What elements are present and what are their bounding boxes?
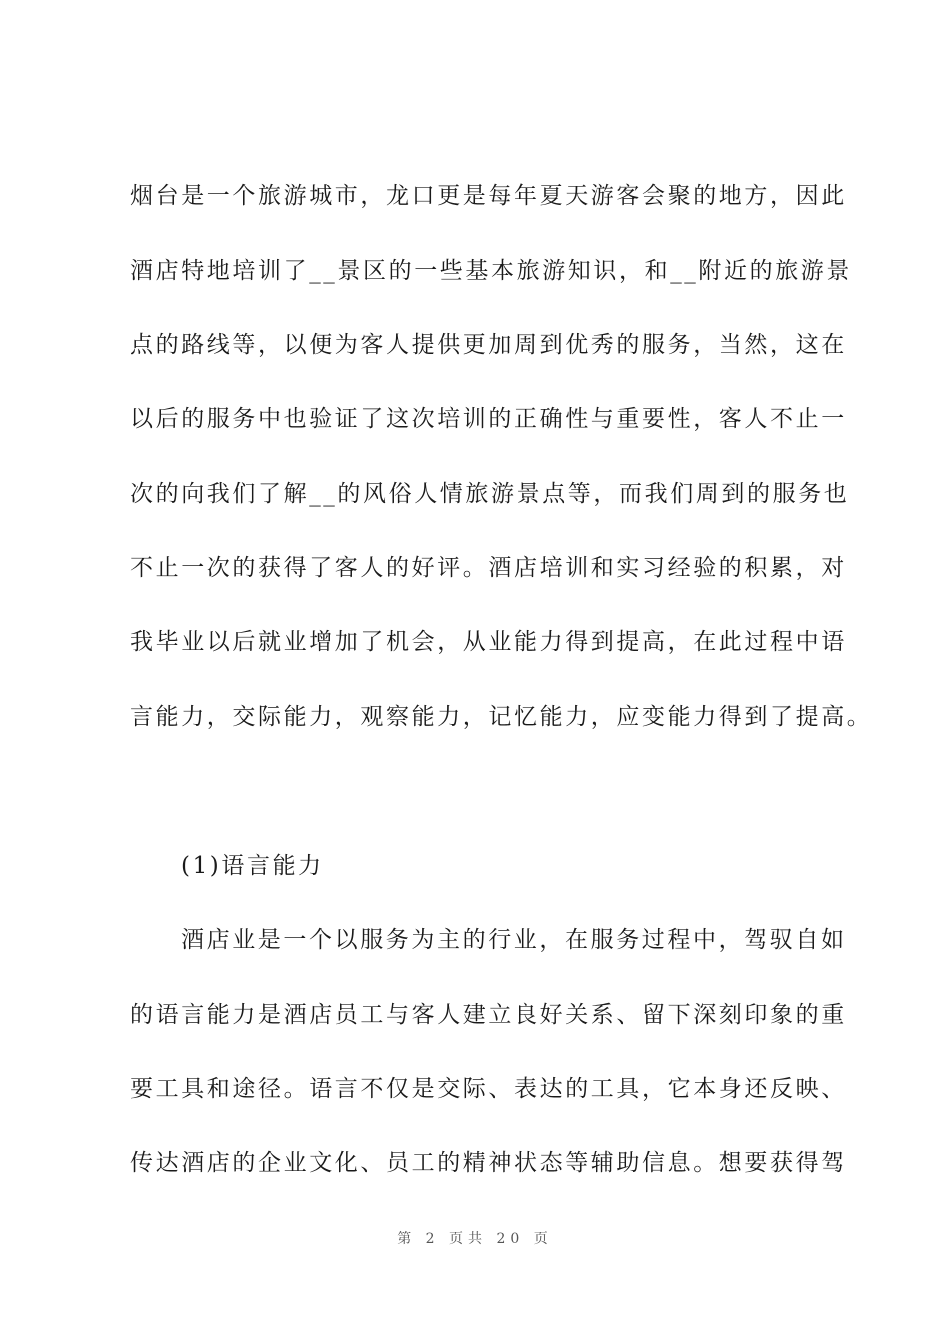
paragraph-1-line-7: 我毕业以后就业增加了机会，从业能力得到提高，在此过程中语 — [130, 629, 847, 655]
paragraph-2-line-4: 传达酒店的企业文化、员工的精神状态等辅助信息。想要获得驾 — [130, 1150, 847, 1176]
paragraph-1-line-4: 以后的服务中也验证了这次培训的正确性与重要性，客人不止一 — [130, 406, 847, 432]
paragraph-1-line-1: 烟台是一个旅游城市，龙口更是每年夏天游客会聚的地方，因此 — [130, 183, 847, 209]
section-heading: (1)语言能力 — [181, 853, 324, 879]
page-number-footer: 第 2 页共 20 页 — [397, 1231, 553, 1247]
paragraph-2-line-2: 的语言能力是酒店员工与客人建立良好关系、留下深刻印象的重 — [130, 1002, 847, 1028]
paragraph-1-line-5: 次的向我们了解__的风俗人情旅游景点等，而我们周到的服务也 — [130, 481, 850, 507]
paragraph-1-line-3: 点的路线等，以便为客人提供更加周到优秀的服务，当然，这在 — [130, 332, 847, 358]
paragraph-1-line-8: 言能力，交际能力，观察能力，记忆能力，应变能力得到了提高。 — [130, 704, 873, 730]
paragraph-2-line-3: 要工具和途径。语言不仅是交际、表达的工具，它本身还反映、 — [130, 1076, 847, 1102]
paragraph-1-line-2: 酒店特地培训了__景区的一些基本旅游知识，和__附近的旅游景 — [130, 258, 852, 284]
paragraph-2-line-1: 酒店业是一个以服务为主的行业，在服务过程中，驾驭自如 — [181, 927, 847, 953]
paragraph-1-line-6: 不止一次的获得了客人的好评。酒店培训和实习经验的积累，对 — [130, 555, 847, 581]
